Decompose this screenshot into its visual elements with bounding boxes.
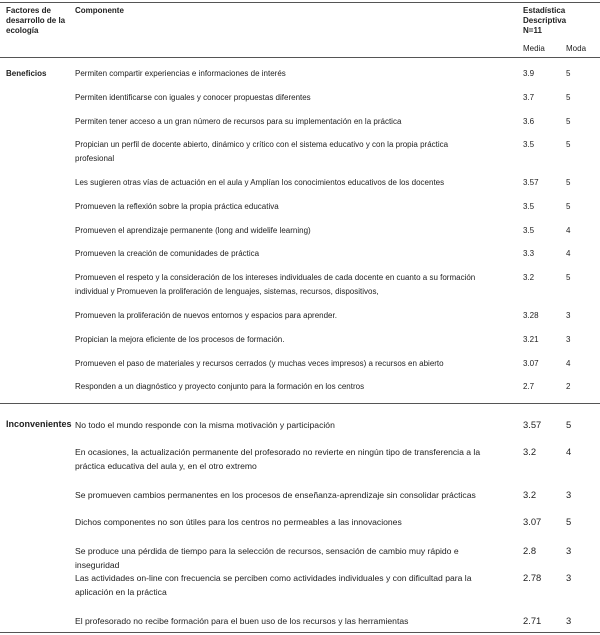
componente-text-cont: profesional: [75, 154, 115, 163]
componente-text: Se produce una pérdida de tiempo para la selección de recursos, sensación de cambio muy rápido e inseguridad: [75, 546, 459, 570]
moda-value: 3: [566, 545, 572, 556]
section-beneficios-label: Beneficios: [6, 69, 47, 78]
header-estadistica-line: Descriptiva: [523, 16, 567, 25]
componente-text: Permiten compartir experiencias e informaciones de interés: [75, 69, 286, 78]
media-value: 2.7: [523, 382, 535, 391]
componente-text: Promueven la proliferación de nuevos entornos y espacios para aprender.: [75, 311, 337, 320]
componente-cell: [75, 176, 505, 190]
moda-value: 3: [566, 615, 572, 626]
componente-cell: [75, 418, 505, 432]
header-rule: [0, 57, 600, 58]
header-media: Media: [523, 44, 545, 53]
componente-text: Les sugieren otras vías de actuación en el aula y Amplían los conocimientos educativos de los docentes: [75, 178, 445, 187]
moda-value: 3: [566, 335, 571, 344]
componente-text: Dichos componentes no son útiles para los centros no permeables a las innovaciones: [75, 517, 402, 527]
componente-text-cont: individual y Promueven la proliferación de lenguajes, sistemas, recursos, dispositivos,: [75, 287, 379, 296]
section-inconvenientes-label: Inconvenientes: [6, 419, 72, 429]
media-value: 3.28: [523, 311, 539, 320]
componente-cell: [75, 91, 505, 105]
header-factores: [6, 6, 65, 36]
componente-text: Promueven el aprendizaje permanente (long and widelife learning): [75, 226, 311, 235]
componente-cell: [75, 247, 505, 261]
componente-text: Promueven la reflexión sobre la propia práctica educativa: [75, 202, 279, 211]
header-componente: Componente: [75, 6, 124, 15]
componente-text: Las actividades on-line con frecuencia se perciben como actividades individuales y con dificultad para la: [75, 573, 472, 583]
media-value: 3.2: [523, 446, 537, 457]
componente-text: No todo el mundo responde con la misma motivación y participación: [75, 420, 335, 430]
moda-value: 4: [566, 446, 572, 457]
media-value: 3.57: [523, 178, 539, 187]
componente-text: Promueven el paso de materiales y recursos cerrados (y muchas veces impresos) a recursos en abierto: [75, 359, 444, 368]
moda-value: 5: [566, 93, 571, 102]
componente-cell: [75, 224, 505, 238]
componente-text: Responden a un diagnóstico y proyecto conjunto para la formación en los centros: [75, 382, 365, 391]
componente-cell: [75, 571, 505, 599]
header-estadistica-line: Estadística: [523, 6, 566, 15]
moda-value: 5: [566, 178, 571, 187]
moda-value: 5: [566, 69, 571, 78]
componente-cell: [75, 445, 505, 473]
media-value: 3.3: [523, 249, 535, 258]
moda-value: 5: [566, 516, 572, 527]
moda-value: 2: [566, 382, 571, 391]
componente-cell: [75, 138, 505, 166]
header-factores-line: desarrollo de la: [6, 16, 66, 25]
media-value: 3.21: [523, 335, 539, 344]
header-estadistica: [523, 6, 566, 36]
componente-text: Propician un perfil de docente abierto, dinámico y crítico con el sistema educativo y con la propia práctica: [75, 140, 449, 149]
componente-cell: [75, 515, 505, 529]
media-value: 3.9: [523, 69, 535, 78]
moda-value: 3: [566, 311, 571, 320]
componente-text: Permiten tener acceso a un gran número de recursos para su implementación en la práctica: [75, 117, 402, 126]
moda-value: 5: [566, 117, 571, 126]
media-value: 3.6: [523, 117, 535, 126]
media-value: 3.57: [523, 419, 542, 430]
media-value: 3.2: [523, 489, 537, 500]
moda-value: 4: [566, 249, 571, 258]
moda-value: 4: [566, 226, 571, 235]
componente-cell: [75, 357, 505, 371]
componente-text: Promueven el respeto y la consideración de los intereses individuales de cada docente en cuanto a su formación: [75, 273, 476, 282]
componente-cell: [75, 309, 505, 323]
componente-cell: [75, 200, 505, 214]
componente-text: Promueven la creación de comunidades de práctica: [75, 249, 260, 258]
header-estadistica-line: N=11: [523, 26, 542, 35]
header-moda: Moda: [566, 44, 587, 53]
moda-value: 3: [566, 572, 572, 583]
moda-value: 4: [566, 359, 571, 368]
moda-value: 5: [566, 273, 571, 282]
media-value: 3.07: [523, 359, 539, 368]
media-value: 2.71: [523, 615, 542, 626]
componente-text: El profesorado no recibe formación para el buen uso de los recursos y las herramientas: [75, 616, 409, 626]
moda-value: 5: [566, 202, 571, 211]
componente-text-cont: práctica educativa del aula y, en el otro extremo: [75, 461, 257, 471]
componente-cell: [75, 380, 505, 394]
componente-cell: [75, 115, 505, 129]
componente-text: Se promueven cambios permanentes en los procesos de enseñanza-aprendizaje sin consolidar prácticas: [75, 490, 476, 500]
media-value: 2.78: [523, 572, 542, 583]
componente-cell: [75, 614, 505, 628]
componente-cell: [75, 544, 505, 572]
componente-text: En ocasiones, la actualización permanente del profesorado no revierte en ningún tipo de transferencia a la: [75, 447, 481, 457]
media-value: 3.7: [523, 93, 535, 102]
media-value: 3.2: [523, 273, 535, 282]
moda-value: 3: [566, 489, 572, 500]
media-value: 3.5: [523, 202, 535, 211]
componente-cell: [75, 271, 505, 299]
componente-text: Propician la mejora eficiente de los procesos de formación.: [75, 335, 285, 344]
media-value: 2.8: [523, 545, 537, 556]
componente-cell: [75, 333, 505, 347]
media-value: 3.07: [523, 516, 542, 527]
header-factores-line: Factores de: [6, 6, 51, 15]
componente-text: Permiten identificarse con iguales y conocer propuestas diferentes: [75, 93, 311, 102]
bottom-rule: [0, 632, 600, 633]
section-rule: [0, 403, 600, 404]
componente-cell: [75, 488, 505, 502]
componente-cell: [75, 67, 505, 81]
componente-text-cont: aplicación en la práctica: [75, 587, 167, 597]
media-value: 3.5: [523, 140, 535, 149]
top-rule: [0, 2, 600, 3]
header-factores-line: ecología: [6, 26, 39, 35]
moda-value: 5: [566, 419, 572, 430]
media-value: 3.5: [523, 226, 535, 235]
moda-value: 5: [566, 140, 571, 149]
